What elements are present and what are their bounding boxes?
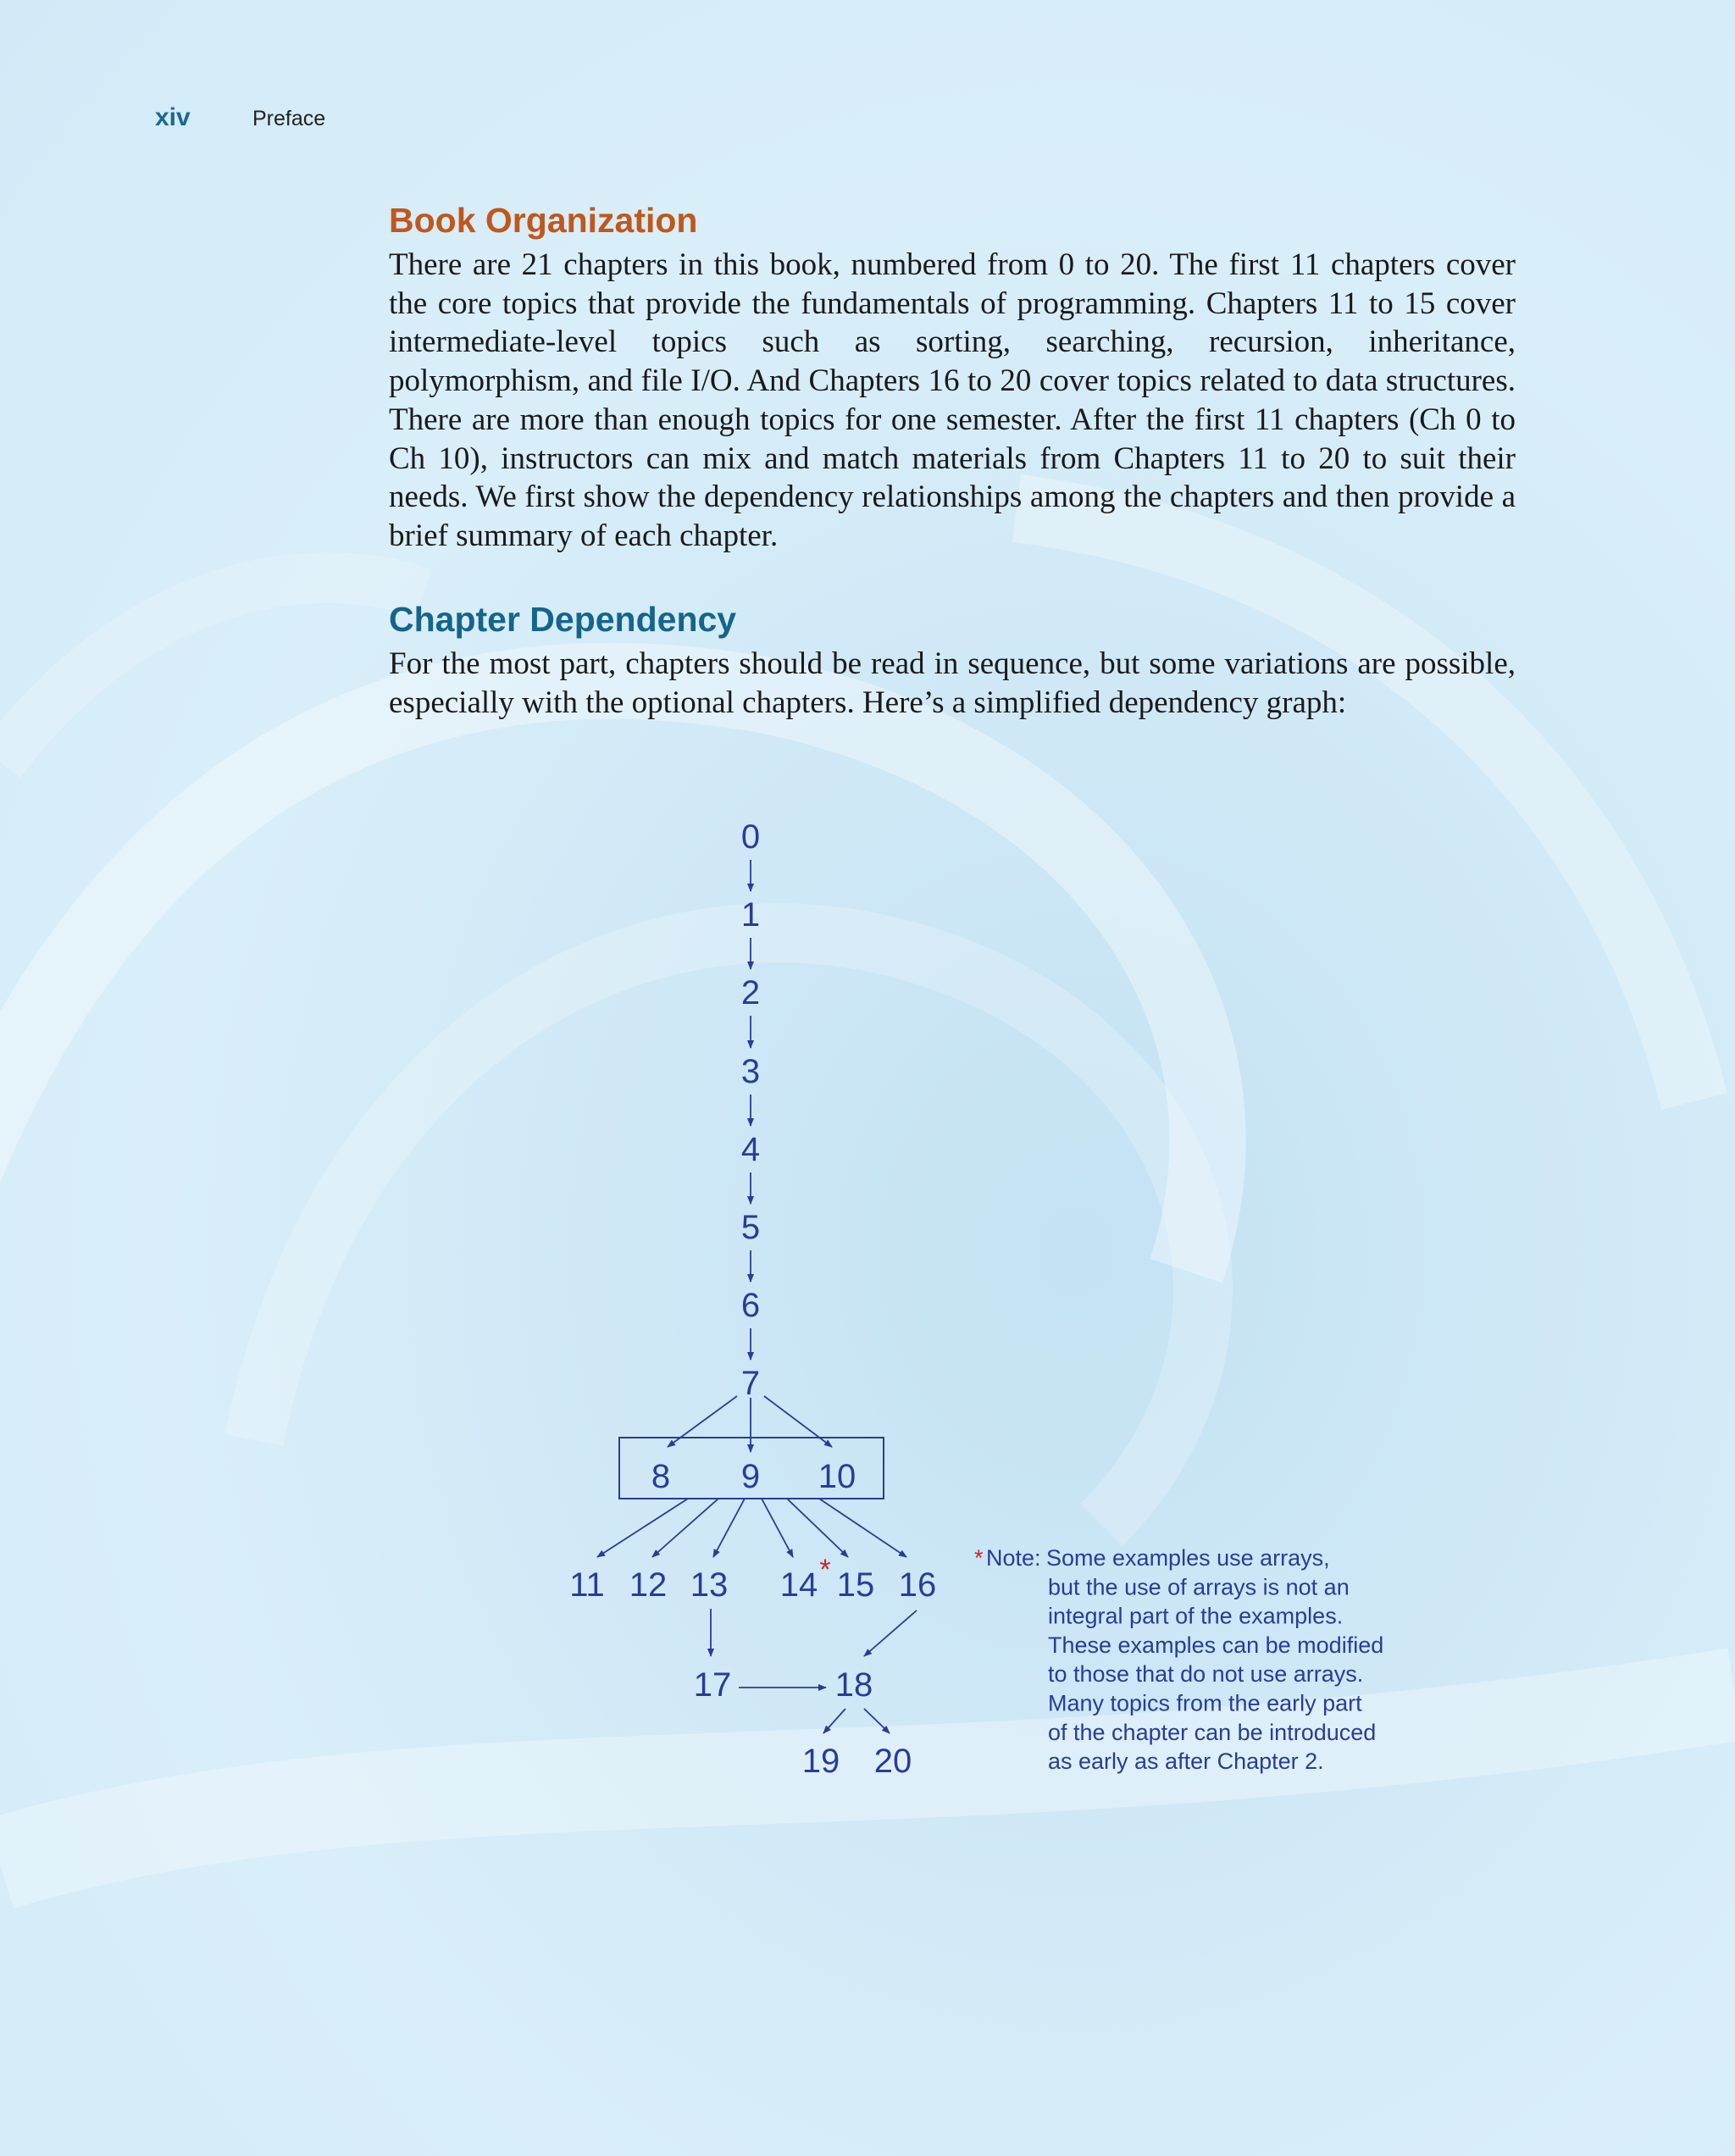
chapter-dependency-paragraph: For the most part, chapters should be read in sequence, but some variations are possible, especially with the optional chapters. Here’s a simplified dependency graph: — [389, 646, 1516, 720]
note-line: to those that do not use arrays. — [1048, 1661, 1364, 1688]
note-line: of the chapter can be introduced — [1048, 1719, 1377, 1745]
page-number: xiv — [155, 103, 191, 131]
chapter-node-10: 10 — [818, 1458, 856, 1495]
note-line: Some examples use arrays, — [1046, 1545, 1330, 1571]
chapter-node-8: 8 — [651, 1458, 671, 1495]
chapter-node-17: 17 — [693, 1666, 732, 1704]
edge-group-to-16 — [819, 1499, 906, 1557]
graph-note — [974, 1545, 1383, 1774]
edge-group-to-11 — [597, 1499, 688, 1557]
book-organization-heading: Book Organization — [389, 201, 698, 240]
chapter-node-4: 4 — [740, 1131, 761, 1168]
chapter-node-7: 7 — [740, 1365, 761, 1402]
chapter-node-19: 19 — [801, 1743, 840, 1780]
chapter-node-16: 16 — [898, 1566, 937, 1604]
edge-group-to-13 — [713, 1499, 745, 1557]
chapter-node-3: 3 — [740, 1053, 761, 1090]
chapter-node-15: 15 — [836, 1566, 875, 1604]
note-line: Many topics from the early part — [1048, 1690, 1362, 1716]
edge-16-to-18 — [864, 1610, 917, 1656]
chapter-node-9: 9 — [740, 1458, 761, 1495]
edge-18-to-19 — [823, 1709, 845, 1733]
note-label: Note: — [986, 1545, 1041, 1571]
edge-group-to-15 — [787, 1499, 848, 1557]
edge-7-to-8 — [668, 1396, 737, 1447]
chapter-dependency-heading: Chapter Dependency — [389, 600, 737, 639]
chapter-node-14: 14 — [779, 1566, 818, 1604]
edge-18-to-20 — [864, 1709, 890, 1733]
note-line: These examples can be modified — [1048, 1632, 1384, 1658]
graph-nodes — [569, 818, 936, 1780]
chapter-node-6: 6 — [740, 1287, 761, 1324]
chapter-node-1: 1 — [740, 896, 761, 934]
book-organization-paragraph: There are 21 chapters in this book, numbered from 0 to 20. The first 11 chapters cover the core topics that provide the fundamentals of programming. Chapters 11 to 15 cover intermediate-level topics such as sorting, searching, recursion, inheritance, polymorphism, and file I/O. And Chapters 16 to 20 cover topics related to data structures. There are more than enough topics for one semester. After the first 11 chapters (Ch 0 to Ch 10), instructors can mix and match materials from Chapters 11 to 20 to suit their needs. We first show the dependency relationships among the chapters and then provide a brief summary of each chapter. — [389, 247, 1516, 553]
chapter-node-0: 0 — [740, 818, 761, 856]
asterisk-marker: * — [819, 1554, 831, 1586]
edge-group-to-14 — [762, 1499, 793, 1557]
note-line: but the use of arrays is not an — [1048, 1574, 1350, 1600]
chapter-node-13: 13 — [690, 1566, 729, 1604]
note-lines — [1046, 1545, 1383, 1774]
chapter-node-12: 12 — [629, 1566, 668, 1604]
chapter-node-5: 5 — [740, 1209, 761, 1246]
edge-group-to-12 — [652, 1499, 718, 1557]
note-line: integral part of the examples. — [1048, 1603, 1344, 1629]
running-title: Preface — [252, 107, 326, 130]
chapter-node-18: 18 — [834, 1666, 873, 1704]
chapter-node-20: 20 — [873, 1743, 912, 1780]
chapter-node-2: 2 — [740, 974, 761, 1011]
note-asterisk: * — [974, 1545, 984, 1571]
chapter-node-11: 11 — [569, 1566, 605, 1604]
edge-7-to-10 — [764, 1396, 832, 1447]
note-line: as early as after Chapter 2. — [1048, 1749, 1324, 1775]
